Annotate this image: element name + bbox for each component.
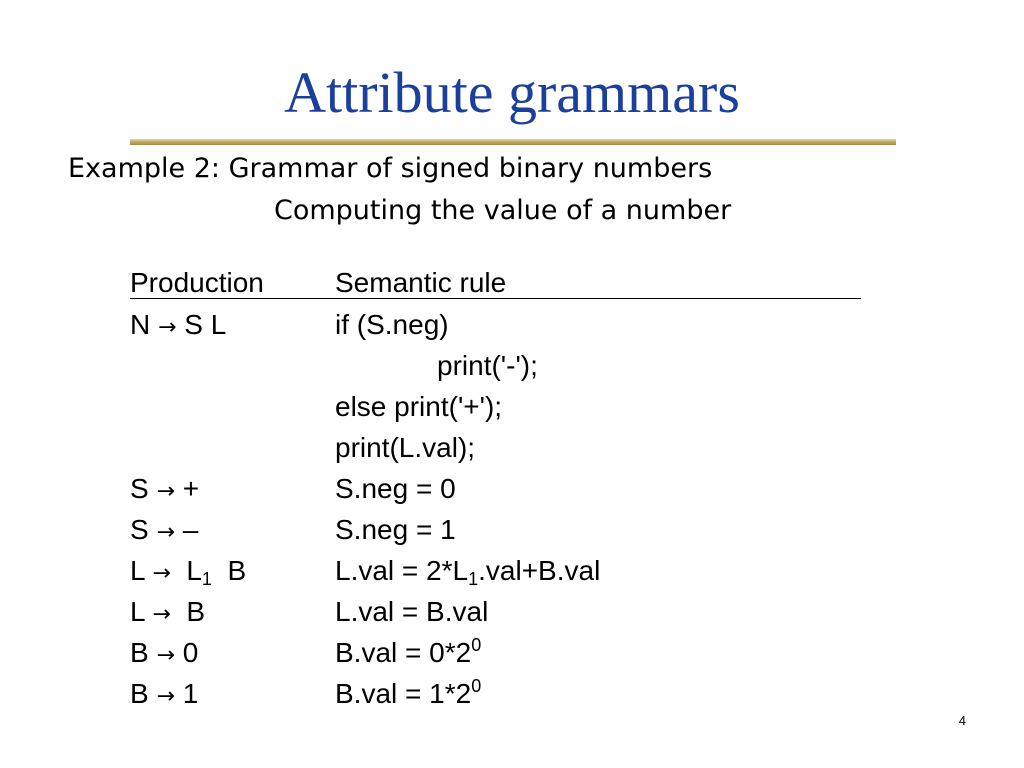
rule-part: L.val = 2*L — [335, 555, 469, 586]
superscript: 0 — [471, 676, 482, 696]
subscript: 1 — [468, 569, 479, 589]
subtitle-example: Example 2: Grammar of signed binary numbers — [68, 153, 713, 184]
semantic-rule-cell — [335, 551, 600, 591]
production-rhs: 1 — [182, 678, 199, 709]
production-cell — [130, 674, 198, 717]
production-rhs: + — [182, 473, 200, 504]
semantic-rule-cell: S.neg = 0 — [335, 473, 456, 504]
semantic-rule-cell: S.neg = 1 — [335, 514, 456, 545]
slide-title: Attribute grammars — [284, 60, 740, 125]
semantic-rule-cell: print(L.val); — [335, 432, 476, 463]
production-cell — [130, 592, 205, 635]
subtitle-description: Computing the value of a number — [274, 195, 732, 226]
rule-part: B.val = 1*2 — [335, 678, 472, 709]
title-underline-rule — [130, 139, 896, 145]
production-lhs: S — [130, 514, 149, 545]
production-lhs: B — [130, 637, 149, 668]
arrow-icon: → — [152, 602, 171, 627]
superscript: 0 — [471, 635, 482, 655]
header-underline — [130, 298, 861, 299]
production-lhs: L — [130, 555, 145, 586]
semantic-rule-cell: print('-'); — [437, 350, 538, 381]
production-rhs-tail: B — [227, 555, 247, 586]
arrow-icon: → — [152, 561, 171, 586]
arrow-icon: → — [156, 520, 175, 545]
production-rhs: S L — [184, 309, 227, 340]
production-lhs: N — [130, 309, 151, 340]
production-rhs: 0 — [182, 637, 199, 668]
production-lhs: L — [130, 596, 145, 627]
semantic-rule-cell: if (S.neg) — [335, 309, 449, 340]
arrow-icon: → — [156, 479, 175, 504]
semantic-rule-cell — [335, 674, 481, 714]
page-number: 4 — [958, 713, 966, 728]
subscript: 1 — [201, 569, 212, 589]
arrow-icon: → — [156, 684, 175, 709]
rule-part: .val+B.val — [478, 555, 601, 586]
production-rhs: – — [182, 514, 199, 545]
semantic-rule-cell: L.val = B.val — [335, 596, 489, 627]
arrow-icon: → — [156, 643, 175, 668]
rule-part: B.val = 0*2 — [335, 637, 472, 668]
arrow-icon: → — [158, 315, 177, 340]
production-cell — [130, 633, 198, 676]
production-lhs: B — [130, 678, 149, 709]
production-rhs: B — [186, 596, 206, 627]
semantic-rule-cell — [335, 633, 481, 673]
production-cell — [130, 305, 226, 348]
production-lhs: S — [130, 473, 149, 504]
production-cell — [130, 551, 246, 594]
semantic-rule-cell: else print('+'); — [335, 391, 503, 422]
header-production: Production — [130, 267, 264, 298]
production-cell — [130, 469, 199, 512]
production-rhs: L — [186, 555, 202, 586]
header-semantic-rule: Semantic rule — [335, 267, 507, 298]
production-cell — [130, 510, 198, 553]
